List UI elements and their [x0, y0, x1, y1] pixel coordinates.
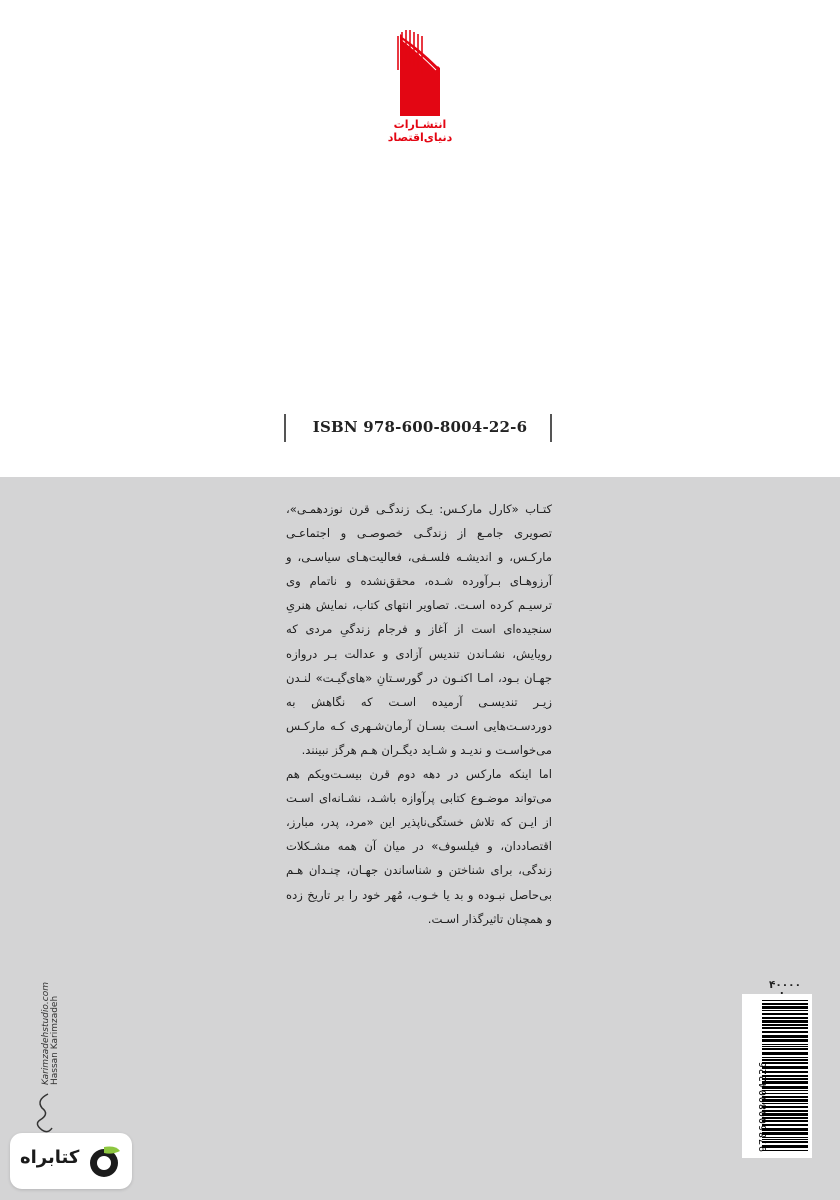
barcode-bar	[762, 1006, 808, 1009]
barcode-bar	[762, 1027, 808, 1029]
barcode-bar	[762, 1046, 808, 1047]
publisher-name	[380, 118, 460, 144]
barcode-bar	[762, 1035, 808, 1038]
barcode-bar	[762, 1013, 808, 1015]
book-logo-icon	[392, 30, 448, 120]
book-description	[286, 497, 552, 931]
description-paragraph-1: کتـاب «کارل مارکـس: یـک زندگـی قرن نوزدهمـی»، تصویری جامـع از زندگـی خصوصـی و اجتماعـی مارکـس، و اندیشـه فلسـفی، فعالیت‌هـای سیاسـی، و آرزوهـای بـرآورده شـده، محقق‌نشده و ناتمام وی ترسیـم کرده اسـت. تصاویر انتهای کتاب، نمایش هنریِ سنجیده‌ای است از آغاز و فرجام زندگیِ مردی که رویایش، نشـاندن تندیس آزادی و عدالت بـر دروازه جهـان بـود، امـا اکنـون در گورسـتانِ «های‌گیـت» لنـدن زیـر تندیسـی آرمیده اسـت که نگاهش به دوردسـت‌هایی اسـت بسـان آرمان‌شـهری کـه مارکـس می‌خواسـت و ندیـد و شـاید دیگـران هـم هرگز نبینند.	[286, 502, 552, 757]
isbn-right-rule	[550, 414, 552, 442]
description-paragraph-2: اما اینکه مارکس در دهه دوم قرن بیسـت‌ویکم هم می‌تواند موضـوع کتابی پرآوازه باشـد، نشـانه‌ای اسـت از ایـن که تلاش خستگی‌ناپذیر این «مرد، پدر، مبارز، اقتصاددان، و فیلسوف» در میان آن همه مشـکلات زندگی، برای شناختن و شناساندن جهـان، چنـدان هـم بی‌حاصل نبـوده و بد یا خـوب، مُهر خود را بر تاریخ زده و همچنان تاثیرگذار اسـت.	[286, 767, 552, 926]
ketabrah-label: کتابراه	[20, 1147, 80, 1168]
designer-name: Hassan Karimzadeh	[50, 995, 60, 1085]
barcode-bar	[762, 1003, 808, 1005]
designer-credit	[38, 930, 60, 1085]
price-label: ۴۰۰۰۰	[768, 979, 801, 991]
designer-website: Karimzadehstudio.com	[41, 982, 51, 1085]
barcode-bar	[762, 1031, 808, 1033]
isbn-number: ISBN 978-600-8004-22-6	[312, 418, 528, 436]
barcode-bar	[762, 1017, 808, 1019]
barcode-bar	[762, 1010, 808, 1011]
publisher-name-line-2: دنیای‌اقتصاد	[387, 131, 453, 144]
barcode-number: 9786008004226	[758, 1060, 769, 1152]
barcode-digits	[748, 1002, 769, 1152]
barcode-bar	[762, 1024, 808, 1026]
barcode-bar	[762, 1057, 808, 1058]
barcode-bar	[762, 1039, 808, 1042]
barcode-bar	[762, 1020, 808, 1023]
barcode-bar	[762, 1048, 808, 1050]
isbn-left-rule	[284, 414, 286, 442]
barcode-bar	[762, 1052, 808, 1055]
ketabrah-logo-icon	[86, 1143, 122, 1183]
barcode-bar	[762, 1044, 808, 1045]
barcode-bar	[762, 1000, 808, 1001]
publisher-name-line-1: انتشـارات	[393, 118, 447, 131]
